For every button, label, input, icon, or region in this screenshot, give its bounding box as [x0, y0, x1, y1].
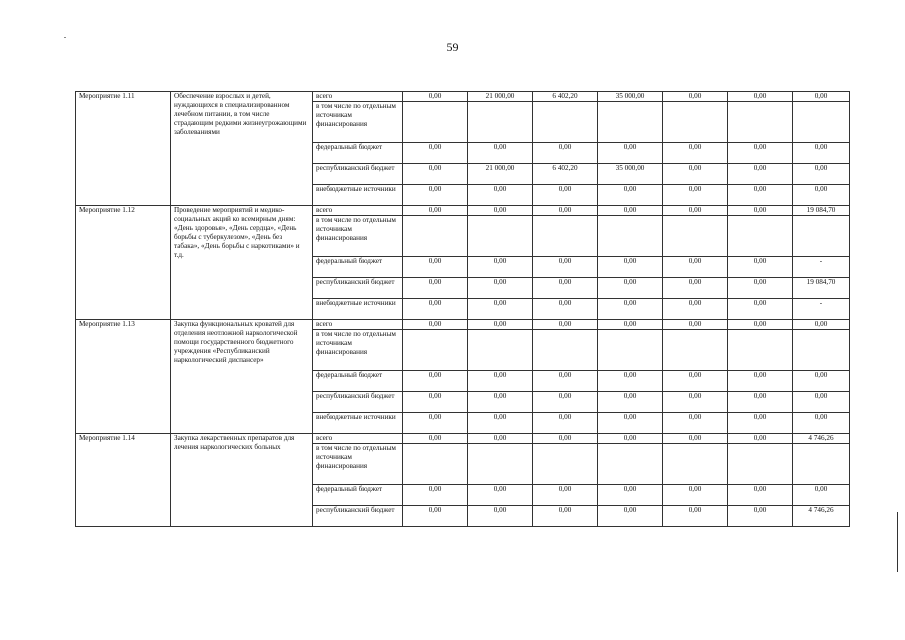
amount-cell: 0,00 [468, 434, 533, 444]
amount-cell [728, 102, 793, 143]
amount-cell: 0,00 [663, 164, 728, 185]
amount-cell [533, 102, 598, 143]
amount-cell: 0,00 [728, 299, 793, 320]
amount-cell: 0,00 [598, 257, 663, 278]
funding-source: в том числе по отдельным источникам финансирования [313, 102, 403, 143]
amount-cell [598, 216, 663, 257]
amount-cell [403, 102, 468, 143]
amount-cell: 0,00 [663, 371, 728, 392]
amount-cell: 0,00 [728, 434, 793, 444]
amount-cell [403, 330, 468, 371]
amount-cell [598, 102, 663, 143]
amount-cell [663, 216, 728, 257]
table-row [76, 206, 850, 216]
amount-cell: 0,00 [728, 485, 793, 506]
funding-source: в том числе по отдельным источникам финансирования [313, 444, 403, 485]
funding-source: всего [313, 206, 403, 216]
amount-cell: 0,00 [533, 485, 598, 506]
amount-cell: 0,00 [533, 299, 598, 320]
page-number: 59 [446, 40, 459, 54]
activity-name: Мероприятие 1.13 [76, 320, 171, 434]
activity-name: Мероприятие 1.12 [76, 206, 171, 320]
amount-cell: 0,00 [728, 392, 793, 413]
amount-cell: 0,00 [533, 257, 598, 278]
amount-cell: 0,00 [728, 92, 793, 102]
amount-cell: 0,00 [403, 485, 468, 506]
funding-source: республиканский бюджет [313, 506, 403, 527]
amount-cell: 0,00 [403, 185, 468, 206]
funding-source: всего [313, 92, 403, 102]
amount-cell: 0,00 [533, 434, 598, 444]
funding-source: федеральный бюджет [313, 257, 403, 278]
amount-cell: 0,00 [468, 257, 533, 278]
amount-cell: 21 000,00 [468, 92, 533, 102]
amount-cell: 0,00 [598, 320, 663, 330]
amount-cell: 0,00 [598, 506, 663, 527]
funding-source: в том числе по отдельным источникам финансирования [313, 330, 403, 371]
amount-cell: 0,00 [793, 143, 850, 164]
amount-cell: 0,00 [663, 485, 728, 506]
amount-cell [533, 330, 598, 371]
amount-cell: 0,00 [403, 371, 468, 392]
amount-cell: 0,00 [468, 371, 533, 392]
funding-source: республиканский бюджет [313, 164, 403, 185]
amount-cell: 0,00 [793, 320, 850, 330]
funding-table-body [76, 92, 850, 527]
amount-cell: 0,00 [468, 392, 533, 413]
activity-description: Закупка функциональных кроватей для отделения неотложной наркологической помощи государственного бюджетного учреждения «Республиканский наркологический диспансер» [171, 320, 313, 434]
amount-cell: 0,00 [663, 278, 728, 299]
table-row [76, 434, 850, 444]
amount-cell: 0,00 [468, 506, 533, 527]
funding-source: в том числе по отдельным источникам финансирования [313, 216, 403, 257]
amount-cell: 0,00 [533, 371, 598, 392]
amount-cell: 0,00 [598, 371, 663, 392]
amount-cell: 0,00 [468, 299, 533, 320]
amount-cell [663, 102, 728, 143]
amount-cell: 0,00 [598, 206, 663, 216]
amount-cell [468, 330, 533, 371]
funding-source: федеральный бюджет [313, 143, 403, 164]
amount-cell: 0,00 [663, 413, 728, 434]
amount-cell: 0,00 [728, 143, 793, 164]
amount-cell: 0,00 [793, 185, 850, 206]
amount-cell: 0,00 [403, 299, 468, 320]
amount-cell: 0,00 [403, 257, 468, 278]
amount-cell: 0,00 [533, 392, 598, 413]
amount-cell: 0,00 [793, 485, 850, 506]
amount-cell: 0,00 [403, 164, 468, 185]
page-edge-mark [897, 512, 898, 572]
funding-source: внебюджетные источники [313, 185, 403, 206]
funding-source: федеральный бюджет [313, 371, 403, 392]
amount-cell: - [793, 299, 850, 320]
amount-cell: 6 402,20 [533, 164, 598, 185]
amount-cell: 0,00 [403, 413, 468, 434]
amount-cell: 0,00 [598, 299, 663, 320]
amount-cell [598, 330, 663, 371]
scan-speck [64, 37, 66, 38]
amount-cell: 0,00 [533, 185, 598, 206]
funding-source: республиканский бюджет [313, 392, 403, 413]
funding-table-wrapper [75, 91, 850, 527]
amount-cell: 0,00 [663, 506, 728, 527]
amount-cell: 0,00 [728, 320, 793, 330]
amount-cell: 0,00 [533, 206, 598, 216]
amount-cell [793, 102, 850, 143]
amount-cell: 0,00 [403, 506, 468, 527]
amount-cell: 0,00 [728, 206, 793, 216]
amount-cell [403, 216, 468, 257]
amount-cell: 0,00 [663, 434, 728, 444]
amount-cell: 0,00 [728, 278, 793, 299]
amount-cell [403, 444, 468, 485]
amount-cell: 0,00 [728, 371, 793, 392]
amount-cell: 0,00 [793, 413, 850, 434]
amount-cell: 0,00 [468, 320, 533, 330]
amount-cell: 0,00 [598, 143, 663, 164]
activity-description: Проведение мероприятий и медико-социальных акций ко всемирным дням: «День здоровья», «День сердца», «День борьбы с туберкулезом», «День без табака», «День борьбы с наркотиками» и т.д. [171, 206, 313, 320]
amount-cell: 6 402,20 [533, 92, 598, 102]
amount-cell [468, 444, 533, 485]
amount-cell [728, 216, 793, 257]
amount-cell: 0,00 [403, 392, 468, 413]
amount-cell: 0,00 [793, 164, 850, 185]
amount-cell: 0,00 [403, 143, 468, 164]
amount-cell: 0,00 [598, 185, 663, 206]
amount-cell: 0,00 [468, 206, 533, 216]
amount-cell: 0,00 [533, 320, 598, 330]
amount-cell: 0,00 [663, 257, 728, 278]
amount-cell: 35 000,00 [598, 92, 663, 102]
amount-cell: 0,00 [728, 185, 793, 206]
amount-cell: 0,00 [793, 92, 850, 102]
amount-cell: 0,00 [533, 413, 598, 434]
amount-cell: 0,00 [468, 413, 533, 434]
amount-cell: 0,00 [468, 278, 533, 299]
amount-cell: 0,00 [793, 392, 850, 413]
amount-cell [793, 330, 850, 371]
amount-cell: 0,00 [468, 485, 533, 506]
activity-description: Обеспечение взрослых и детей, нуждающихся в специализированном лечебном питании, в том числе страдающим редкими жизнеугрожающими заболеваниями [171, 92, 313, 206]
amount-cell: 0,00 [598, 434, 663, 444]
amount-cell: 0,00 [663, 206, 728, 216]
amount-cell [793, 444, 850, 485]
amount-cell [533, 444, 598, 485]
amount-cell: 4 746,26 [793, 506, 850, 527]
amount-cell [598, 444, 663, 485]
amount-cell: 0,00 [403, 278, 468, 299]
funding-source: всего [313, 320, 403, 330]
amount-cell: 35 000,00 [598, 164, 663, 185]
amount-cell: 0,00 [403, 92, 468, 102]
amount-cell: 0,00 [728, 506, 793, 527]
amount-cell: 0,00 [533, 506, 598, 527]
amount-cell: 0,00 [598, 413, 663, 434]
amount-cell: 0,00 [728, 413, 793, 434]
amount-cell [663, 330, 728, 371]
table-row [76, 320, 850, 330]
amount-cell: 0,00 [403, 434, 468, 444]
funding-source: внебюджетные источники [313, 299, 403, 320]
amount-cell: 0,00 [728, 164, 793, 185]
amount-cell [663, 444, 728, 485]
amount-cell: 0,00 [598, 485, 663, 506]
funding-source: всего [313, 434, 403, 444]
amount-cell: - [793, 257, 850, 278]
amount-cell: 0,00 [663, 392, 728, 413]
amount-cell [793, 216, 850, 257]
amount-cell [468, 216, 533, 257]
amount-cell: 0,00 [533, 143, 598, 164]
amount-cell: 0,00 [663, 299, 728, 320]
amount-cell: 0,00 [793, 371, 850, 392]
amount-cell: 21 000,00 [468, 164, 533, 185]
funding-source: республиканский бюджет [313, 278, 403, 299]
amount-cell: 0,00 [403, 206, 468, 216]
amount-cell: 0,00 [533, 278, 598, 299]
table-row [76, 92, 850, 102]
amount-cell [728, 330, 793, 371]
funding-source: федеральный бюджет [313, 485, 403, 506]
funding-source: внебюджетные источники [313, 413, 403, 434]
amount-cell [728, 444, 793, 485]
amount-cell: 0,00 [468, 185, 533, 206]
amount-cell: 4 746,26 [793, 434, 850, 444]
activity-description: Закупка лекарственных препаратов для лечения наркологических больных [171, 434, 313, 527]
amount-cell: 19 084,70 [793, 278, 850, 299]
amount-cell: 0,00 [663, 92, 728, 102]
amount-cell [468, 102, 533, 143]
funding-table [75, 91, 850, 527]
activity-name: Мероприятие 1.11 [76, 92, 171, 206]
amount-cell: 0,00 [403, 320, 468, 330]
activity-name: Мероприятие 1.14 [76, 434, 171, 527]
amount-cell: 0,00 [598, 392, 663, 413]
amount-cell: 0,00 [663, 320, 728, 330]
amount-cell [533, 216, 598, 257]
amount-cell: 0,00 [663, 143, 728, 164]
amount-cell: 19 084,70 [793, 206, 850, 216]
amount-cell: 0,00 [468, 143, 533, 164]
amount-cell: 0,00 [728, 257, 793, 278]
amount-cell: 0,00 [663, 185, 728, 206]
amount-cell: 0,00 [598, 278, 663, 299]
